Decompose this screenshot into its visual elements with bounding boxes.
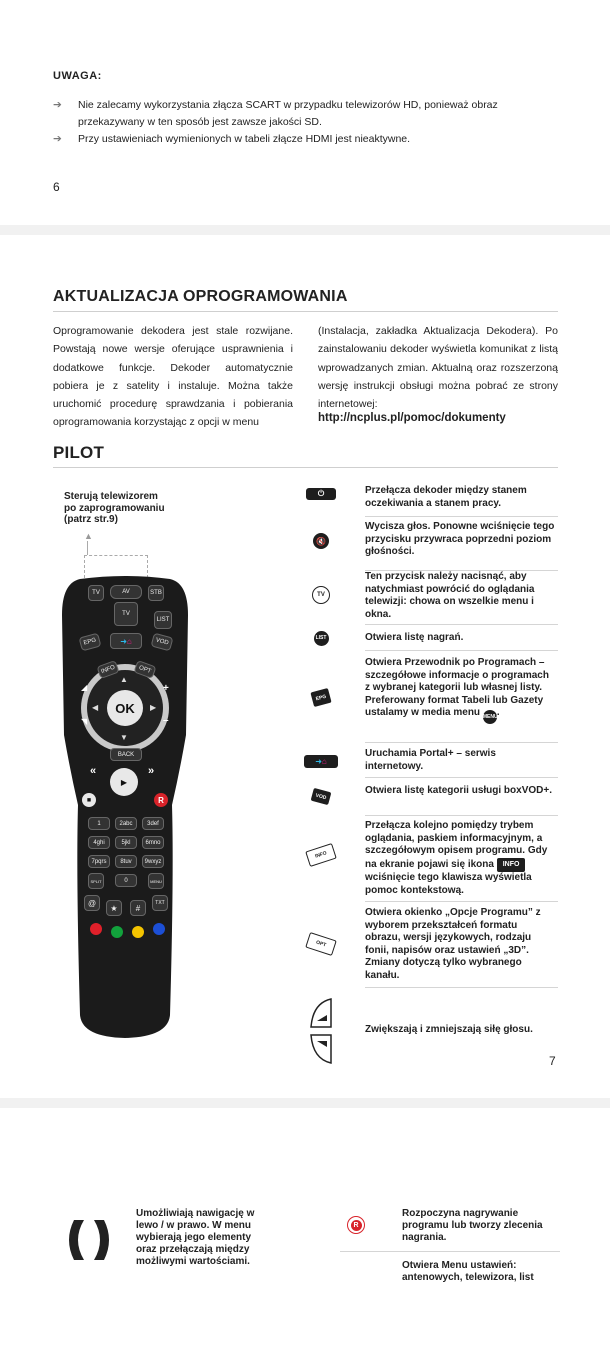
nav-left-icon[interactable]: ◀ [92, 703, 99, 712]
icon-cell [298, 529, 344, 553]
star-button[interactable]: ★ [106, 900, 122, 916]
record-key-description: Rozpoczyna nagrywanie programu lub tworzy zlecenia nagrania. [402, 1208, 543, 1243]
opt-button[interactable]: OPT [133, 660, 156, 679]
stb-power-button[interactable]: STB [148, 585, 164, 601]
tv-power-button[interactable]: TV [88, 585, 104, 601]
yellow-key-button[interactable] [132, 926, 144, 938]
home-icon: ⌂ [126, 636, 132, 646]
volume-down-left-icon[interactable]: ◥ [81, 717, 88, 726]
key-row-opt: OPT Otwiera okienko „Opcje Programu” z wyborem przekształceń formatu obrazu, wersji językowych, rodzaju fonii, napisów oraz ustawień „3D”. Zmiany dotyczą tylko wybranego kanału. [298, 907, 558, 989]
warning-item: ➔ Nie zalecamy wykorzystania złącza SCART w przypadku telewizorów HD, ponieważ obraz przekazywany w ten sposób jest zawsze jakości SD. [53, 99, 498, 128]
av-button[interactable]: AV [110, 585, 142, 599]
play-pause-button[interactable]: ▶ [110, 768, 138, 796]
tv-button[interactable]: TV [114, 602, 138, 626]
blue-key-button[interactable] [153, 923, 165, 935]
row-divider [365, 901, 558, 902]
warning-item: ➔ Przy ustawieniach wymienionych w tabeli złącze HDMI jest nieaktywne. [53, 131, 553, 148]
digit-button[interactable]: 9wxyz [142, 855, 164, 868]
rewind-icon[interactable]: « [90, 765, 97, 777]
icon-cell [298, 933, 344, 955]
key-row-tv: TV Ten przycisk należy nacisnąć, aby natychmiast powrócić do oglądania telewizji: chowa on wszelkie menu i okna. [298, 571, 558, 625]
icon-cell [298, 844, 344, 866]
digit-button[interactable]: 3def [142, 817, 164, 830]
digit-button[interactable]: 6mno [142, 836, 164, 849]
info-button[interactable]: INFO [96, 660, 119, 679]
mute-icon: 🔇 [313, 533, 329, 549]
arrow-right-icon: ➔ [53, 99, 62, 111]
home-icon: ⌂ [321, 756, 327, 766]
menu-inline-icon: MENU [483, 710, 497, 724]
split-button[interactable]: SPLIT [88, 873, 104, 889]
list-icon: LIST [314, 631, 329, 646]
key-row-volume: Zwiększają i zmniejszają siłę głosu. [298, 993, 558, 1069]
icon-cell [298, 583, 344, 607]
record-icon-frame [347, 1216, 365, 1234]
row-divider [365, 624, 558, 625]
volume-minus-icon[interactable]: – [163, 715, 169, 726]
back-button[interactable]: BACK [110, 748, 142, 761]
page-separator [0, 225, 610, 235]
row-divider [340, 1251, 560, 1252]
row-divider [365, 987, 558, 988]
arrow-right-icon: ➜ [120, 636, 127, 646]
icon-cell [298, 628, 344, 648]
hash-button[interactable]: # [130, 900, 146, 916]
remote-control [60, 575, 190, 1040]
icon-cell [298, 483, 344, 505]
txt-button[interactable]: TXT [152, 895, 168, 911]
key-row-list: LIST Otwiera listę nagrań. [298, 628, 558, 650]
section-rule [53, 311, 558, 312]
nav-keys-description: Umożliwiają nawigację w lewo / w prawo. W menu wybierają jego elementy oraz przełączają między możliwymi wartościami. [136, 1208, 255, 1267]
record-button[interactable]: R [154, 793, 168, 807]
warning-title: UWAGA: [53, 70, 102, 82]
vod-icon: VOD [311, 787, 332, 804]
arrow-up-icon: ▲ [84, 531, 93, 541]
digit-button[interactable]: 2abc [115, 817, 137, 830]
row-divider [365, 742, 558, 743]
icon-cell [298, 685, 344, 709]
vod-button[interactable]: VOD [151, 633, 174, 652]
tv-keys-callout: Sterują telewizorem po zaprogramowaniu (patrz str.9) [64, 491, 165, 525]
section-title-update: AKTUALIZACJA OPROGRAMOWANIA [53, 288, 348, 305]
nav-right-icon[interactable]: ▶ [150, 703, 157, 712]
at-button[interactable]: @ [84, 895, 100, 911]
ok-button[interactable]: OK [107, 690, 143, 726]
arrow-right-icon: ➜ [315, 756, 322, 766]
volume-down-icon [307, 1031, 335, 1065]
menu-button[interactable]: MENU [148, 873, 164, 889]
key-row-stb: ⏻ Przełącza dekoder między stanem oczekiwania a stanem pracy. [298, 483, 558, 517]
key-row-portal: ➜ ⌂ Uruchamia Portal+ – serwis internetowy. [298, 746, 558, 778]
icon-cell [298, 750, 344, 772]
digit-button[interactable]: 8tuv [115, 855, 137, 868]
icon-cell [298, 785, 344, 807]
info-icon: INFO [305, 843, 337, 867]
callout-line [87, 541, 88, 555]
digit-button[interactable]: 0 [115, 874, 137, 887]
opt-icon: OPT [305, 932, 337, 956]
row-divider [365, 777, 558, 778]
epg-button[interactable]: EPG [79, 633, 102, 652]
info-inline-icon: INFO [497, 858, 526, 873]
row-divider [365, 650, 558, 651]
nav-left-right-icon [68, 1218, 110, 1262]
key-row-vod: VOD Otwiera listę kategorii usługi boxVOD+. [298, 781, 558, 815]
digit-button[interactable]: 4ghi [88, 836, 110, 849]
stop-button[interactable]: ■ [82, 793, 96, 807]
icon-cell [298, 993, 344, 1069]
list-button[interactable]: LIST [154, 611, 172, 629]
green-key-button[interactable] [111, 926, 123, 938]
portal-button[interactable] [110, 633, 142, 649]
digit-button[interactable]: 7pqrs [88, 855, 110, 868]
arrow-right-icon: ➔ [53, 133, 62, 145]
power-icon: ⏻ [306, 488, 336, 500]
page-number: 6 [53, 180, 60, 194]
digit-button[interactable]: 1 [88, 817, 110, 830]
menu-key-description: Otwiera Menu ustawień: antenowych, telewizora, list [402, 1260, 534, 1283]
portal-icon [304, 755, 338, 768]
row-divider [365, 516, 558, 517]
update-text-col1: Oprogramowanie dekodera jest stale rozwijane. Powstają nowe wersje oferujące usprawnienia i dodatkowe funkcje. Dekoder automatycznie pobiera je z satelity i instaluje. Można także uruchomić procedurę sprawdzania i pobierania oprogramowania korzystając z opcji w menu [53, 325, 293, 429]
nav-up-icon[interactable]: ▲ [120, 675, 128, 684]
section-title-pilot: PILOT [53, 443, 105, 462]
volume-plus-icon[interactable]: + [163, 683, 169, 694]
record-icon: R [351, 1220, 362, 1231]
nav-down-icon[interactable]: ▼ [120, 733, 128, 742]
fast-forward-icon[interactable]: » [148, 765, 155, 777]
update-link[interactable]: http://ncplus.pl/pomoc/dokumenty [318, 412, 506, 424]
volume-up-left-icon[interactable]: ◢ [81, 683, 88, 692]
key-row-epg: EPG Otwiera Przewodnik po Programach – szczegółowe informacje o programach z wybranej kategorii lub własnej listy. Preferowany format Tabeli lub Gazety ustalamy w media menu MENU. [298, 655, 558, 741]
row-divider [365, 815, 558, 816]
red-key-button[interactable] [90, 923, 102, 935]
tv-icon: TV [312, 586, 330, 604]
update-text-col2: (Instalacja, zakładka Aktualizacja Dekodera). Po zainstalowaniu dekoder wyświetla komunikat z listą wprowadzanych zmian. Aktualną oraz rozszerzoną wersję instrukcji obsługi można pobrać ze strony internetowej: [318, 325, 558, 411]
volume-up-icon [307, 997, 335, 1031]
key-row-mute: 🔇 Wycisza głos. Ponowne wciśnięcie tego przycisku przywraca poprzedni poziom głośności. [298, 519, 558, 571]
digit-button[interactable]: 5jkl [115, 836, 137, 849]
epg-icon: EPG [310, 687, 331, 706]
page-separator [0, 1098, 610, 1108]
section-rule [53, 467, 558, 468]
key-row-info: INFO Przełącza kolejno pomiędzy trybem oglądania, paskiem informacyjnym, a szczegółowym opisem programu. Gdy na ekranie pojawi się ikona INFO wciśnięcie tego klawisza wyświetla pomoc kontekstową. [298, 820, 558, 902]
page-number: 7 [549, 1054, 556, 1068]
